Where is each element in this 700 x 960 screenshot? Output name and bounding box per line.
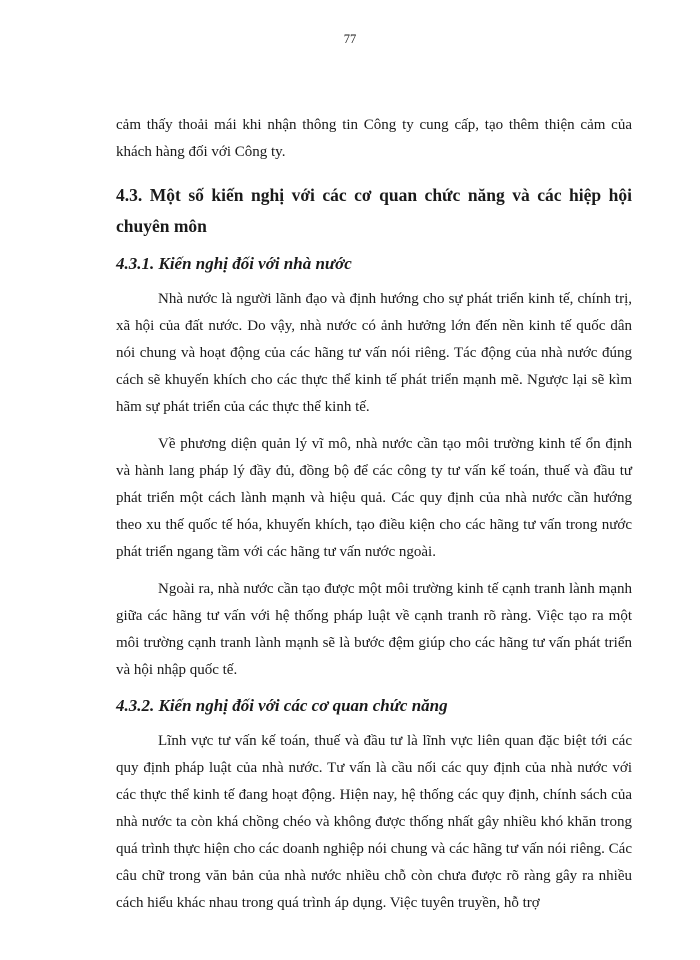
intro-paragraph: cảm thấy thoải mái khi nhận thông tin Công ty cung cấp, tạo thêm thiện cảm của khách hàng đối với Công ty. <box>116 117 632 160</box>
subsection-1-heading: 4.3.1. Kiến nghị đối với nhà nước <box>116 254 352 273</box>
subsection-2-heading: 4.3.2. Kiến nghị đối với các cơ quan chức năng <box>116 696 448 715</box>
page-body <box>116 112 632 917</box>
subsection-1-paragraph-1: Nhà nước là người lãnh đạo và định hướng cho sự phát triển kinh tế, chính trị, xã hội của đất nước. Do vậy, nhà nước có ảnh hưởng lớn đến nền kinh tế quốc dân nói chung và hoạt động của các hãng tư vấn nói riêng. Tác động của nhà nước đúng cách sẽ khuyến khích cho các thực thể kinh tế phát triển mạnh mẽ. Ngược lại sẽ kìm hãm sự phát triển của các thực thể kinh tế. <box>116 291 632 415</box>
subsection-1-paragraph-3: Ngoài ra, nhà nước cần tạo được một môi trường kinh tế cạnh tranh lành mạnh giữa các hãng tư vấn với hệ thống pháp luật về cạnh tranh rõ ràng. Việc tạo ra một môi trường cạnh tranh lành mạnh sẽ là bước đệm giúp cho các hãng tư vấn phát triển và hội nhập quốc tế. <box>116 581 632 678</box>
page-number: 77 <box>343 32 357 46</box>
section-heading: 4.3. Một số kiến nghị với các cơ quan chức năng và các hiệp hội chuyên môn <box>116 185 632 236</box>
subsection-1-paragraph-2: Về phương diện quản lý vĩ mô, nhà nước cần tạo môi trường kinh tế ổn định và hành lang pháp lý đầy đủ, đồng bộ để các công ty tư vấn kế toán, thuế và đầu tư phát triển một cách lành mạnh và hiệu quả. Các quy định của nhà nước cần hướng theo xu thế quốc tế hóa, khuyến khích, tạo điều kiện cho các hãng tư vấn trong nước phát triển ngang tầm với các hãng tư vấn nước ngoài. <box>116 436 632 560</box>
subsection-2-paragraph-1: Lĩnh vực tư vấn kế toán, thuế và đầu tư là lĩnh vực liên quan đặc biệt tới các quy định pháp luật của nhà nước. Tư vấn là cầu nối các quy định của nhà nước với các thực thể kinh tế đang hoạt động. Hiện nay, hệ thống các quy định, chính sách của nhà nước ta còn khá chồng chéo và không được thống nhất gây nhiều khó khăn trong quá trình thực hiện cho các doanh nghiệp nói chung và các hãng tư vấn nói riêng. Các câu chữ trong văn bản của nhà nước nhiều chỗ còn chưa được rõ ràng gây ra nhiều cách hiểu khác nhau trong quá trình áp dụng. Việc tuyên truyền, hỗ trợ <box>116 733 632 911</box>
